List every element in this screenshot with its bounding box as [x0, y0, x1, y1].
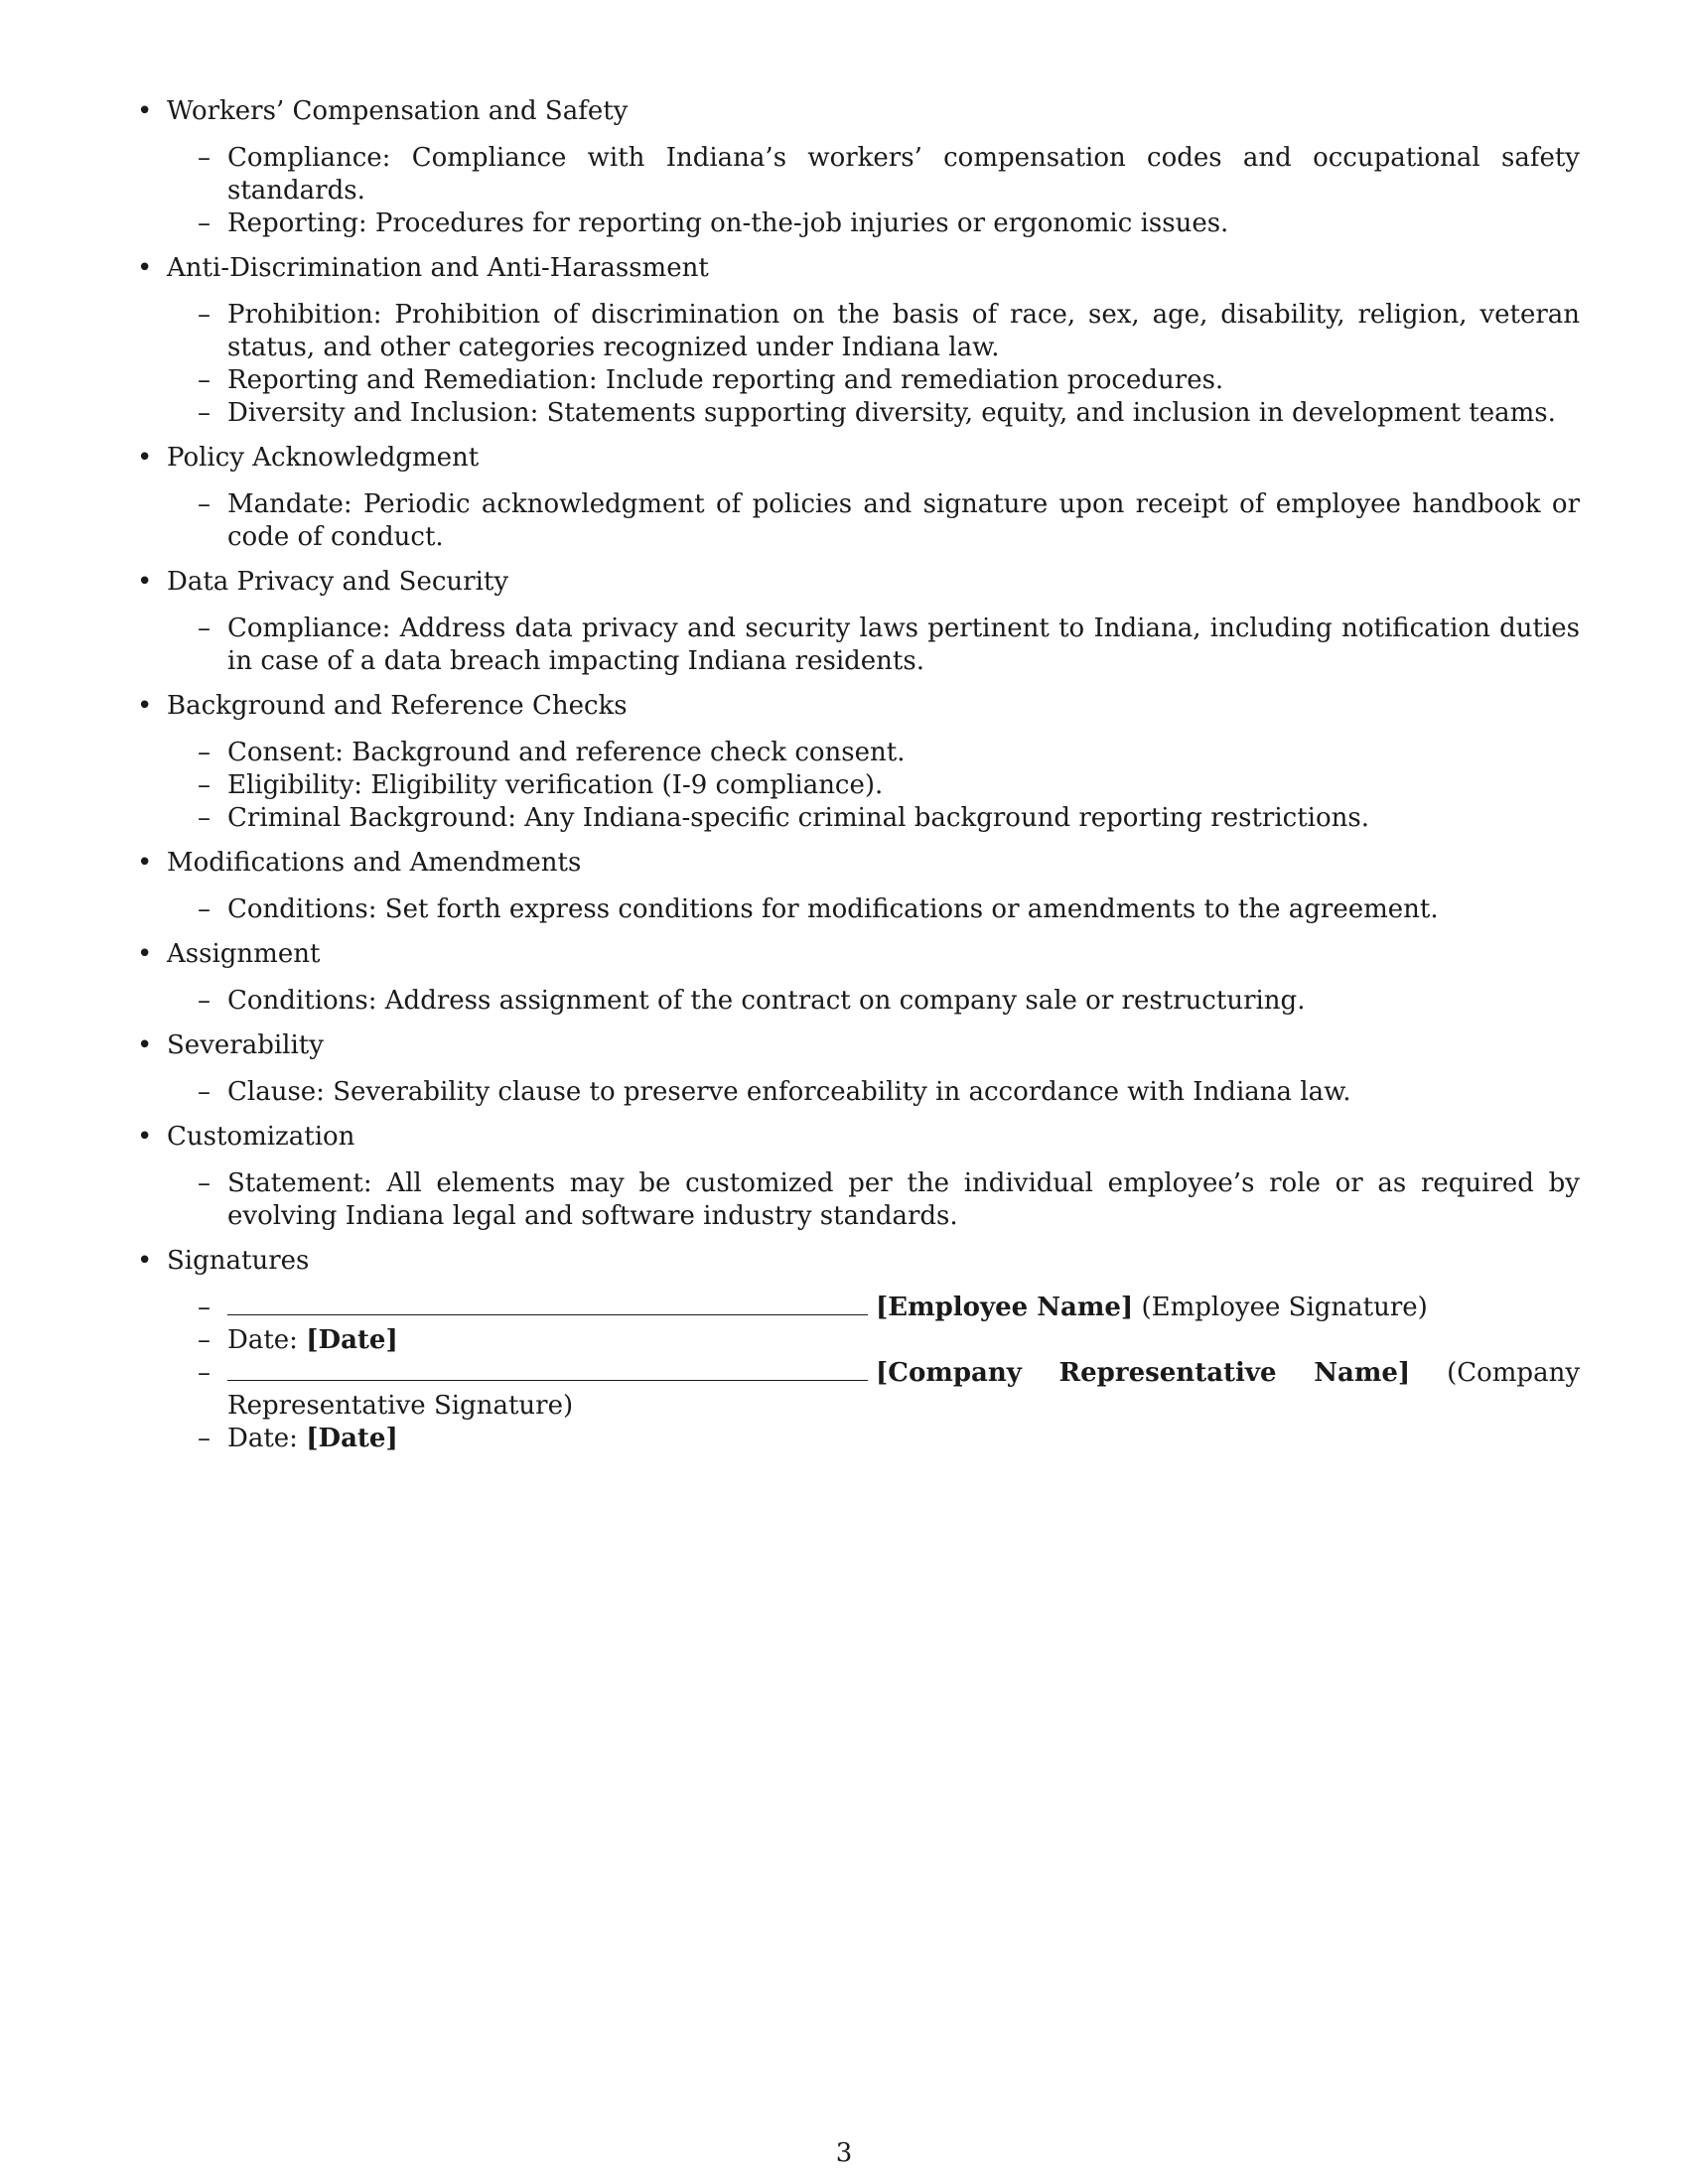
dash-icon: –: [198, 614, 211, 643]
dash-icon: –: [198, 1168, 211, 1198]
date-value: [Date]: [306, 1325, 398, 1355]
section-title: Severability: [167, 1030, 324, 1060]
section-policy-acknowledgment: [0, 442, 1688, 554]
dash-icon: –: [198, 365, 211, 395]
section-title: Customization: [167, 1122, 355, 1152]
dash-icon: –: [198, 894, 211, 924]
list-item: [198, 985, 1580, 1018]
sub-list: [0, 737, 1688, 835]
list-item: [198, 1167, 1580, 1233]
document-body: [0, 95, 1688, 1467]
bullet-icon: •: [137, 96, 153, 126]
item-label: Eligibility:: [227, 770, 363, 800]
section-data-privacy: [0, 566, 1688, 678]
dash-icon: –: [198, 1325, 211, 1355]
section-workers-compensation: [0, 95, 1688, 240]
item-text: Include reporting and remediation procedures.: [605, 365, 1224, 395]
sub-list: [0, 142, 1688, 240]
date-label: Date:: [227, 1424, 298, 1453]
list-item: [198, 364, 1580, 397]
item-text: Compliance with Indiana’s workers’ compensation codes and occupational safety standards.: [227, 143, 1580, 205]
item-text: Statements supporting diversity, equity, and inclusion in development teams.: [546, 398, 1556, 428]
employee-signature-row: [198, 1292, 1580, 1324]
bullet-icon: •: [137, 443, 153, 473]
company-representative-name: [Company Representative Name]: [876, 1358, 1411, 1388]
dash-icon: –: [198, 398, 211, 428]
dash-icon: –: [198, 208, 211, 238]
sub-list: [0, 1167, 1688, 1233]
bullet-icon: •: [137, 567, 153, 597]
item-label: Mandate:: [227, 489, 352, 519]
section-customization: [0, 1121, 1688, 1233]
dash-icon: –: [198, 803, 211, 833]
list-item: [198, 737, 1580, 769]
date-value: [Date]: [306, 1424, 398, 1453]
item-label: Reporting:: [227, 208, 367, 238]
item-text: Periodic acknowledgment of policies and signature upon receipt of employee handbook or code of conduct.: [227, 489, 1581, 552]
bullet-icon: •: [137, 253, 153, 283]
item-label: Conditions:: [227, 894, 377, 924]
list-item: [198, 142, 1580, 207]
bullet-icon: •: [137, 1122, 153, 1152]
section-title: Modifications and Amendments: [167, 848, 582, 878]
section-title: Signatures: [167, 1246, 310, 1276]
item-text: Severability clause to preserve enforceability in accordance with Indiana law.: [333, 1077, 1351, 1107]
company-signature-row: [198, 1357, 1581, 1423]
bullet-icon: •: [137, 1246, 153, 1276]
list-item: [198, 397, 1580, 430]
dash-icon: –: [198, 1077, 211, 1107]
dash-icon: –: [198, 143, 211, 173]
list-item: [198, 1076, 1580, 1109]
item-text: Set forth express conditions for modifications or amendments to the agreement.: [384, 894, 1439, 924]
section-title: Workers’ Compensation and Safety: [167, 96, 629, 126]
section-title: Policy Acknowledgment: [167, 443, 480, 473]
section-title: Assignment: [167, 939, 321, 969]
sub-list: [0, 488, 1688, 554]
section-signatures: [0, 1245, 1688, 1455]
bullet-icon: •: [137, 848, 153, 878]
list-item: [198, 488, 1581, 554]
section-anti-discrimination: [0, 252, 1688, 430]
item-text: All elements may be customized per the individual employee’s role or as required by evolving Indiana legal and software industry standards.: [227, 1168, 1580, 1231]
dash-icon: –: [198, 300, 211, 330]
dash-icon: –: [198, 489, 211, 519]
section-title: Background and Reference Checks: [167, 691, 628, 721]
section-title: Anti-Discrimination and Anti-Harassment: [167, 253, 709, 283]
dash-icon: –: [198, 770, 211, 800]
section-modifications: [0, 847, 1688, 926]
sub-list: [0, 893, 1688, 926]
employee-signature-line[interactable]: [227, 1293, 868, 1315]
section-background-checks: [0, 690, 1688, 835]
item-text: Procedures for reporting on-the-job injuries or ergonomic issues.: [374, 208, 1229, 238]
bullet-icon: •: [137, 1030, 153, 1060]
item-text: Background and reference check consent.: [352, 738, 906, 767]
item-label: Compliance:: [227, 143, 391, 173]
company-signature-line[interactable]: [227, 1358, 868, 1381]
item-label: Consent:: [227, 738, 344, 767]
sub-list: [0, 299, 1688, 430]
dash-icon: –: [198, 1358, 211, 1388]
employee-date-row: [198, 1324, 1580, 1357]
item-text: Any Indiana-specific criminal background reporting restrictions.: [524, 803, 1369, 833]
list-item: [198, 802, 1580, 835]
item-text: Prohibition of discrimination on the basis of race, sex, age, disability, religion, veteran status, and other categories recognized under Indiana law.: [227, 300, 1581, 362]
section-title: Data Privacy and Security: [167, 567, 509, 597]
page-number: 3: [835, 2138, 853, 2168]
item-label: Diversity and Inclusion:: [227, 398, 539, 428]
item-label: Compliance:: [227, 614, 391, 643]
date-label: Date:: [227, 1325, 298, 1355]
list-item: [198, 893, 1580, 926]
item-label: Clause:: [227, 1077, 325, 1107]
company-date-row: [198, 1423, 1580, 1455]
item-label: Reporting and Remediation:: [227, 365, 598, 395]
sub-list: [0, 1076, 1688, 1109]
list-item: [198, 207, 1580, 240]
dash-icon: –: [198, 1424, 211, 1453]
item-label: Statement:: [227, 1168, 372, 1198]
employee-role: (Employee Signature): [1141, 1293, 1428, 1322]
employee-name: [Employee Name]: [876, 1293, 1134, 1322]
dash-icon: –: [198, 738, 211, 767]
dash-icon: –: [198, 1293, 211, 1322]
dash-icon: –: [198, 986, 211, 1016]
list-item: [198, 613, 1581, 678]
sub-list: [0, 985, 1688, 1018]
bullet-icon: •: [137, 691, 153, 721]
item-label: Prohibition:: [227, 300, 382, 330]
sub-list: [0, 613, 1688, 678]
item-text: Address assignment of the contract on company sale or restructuring.: [384, 986, 1306, 1016]
company-role: (Company Representative Signature): [227, 1358, 1581, 1421]
item-text: Address data privacy and security laws pertinent to Indiana, including notification duties in case of a data breach impacting Indiana residents.: [227, 614, 1581, 676]
sub-list: [0, 1292, 1688, 1455]
item-text: Eligibility verification (I-9 compliance).: [370, 770, 884, 800]
section-assignment: [0, 938, 1688, 1018]
item-label: Conditions:: [227, 986, 377, 1016]
bullet-icon: •: [137, 939, 153, 969]
item-label: Criminal Background:: [227, 803, 516, 833]
list-item: [198, 299, 1581, 364]
list-item: [198, 769, 1580, 802]
section-severability: [0, 1029, 1688, 1109]
